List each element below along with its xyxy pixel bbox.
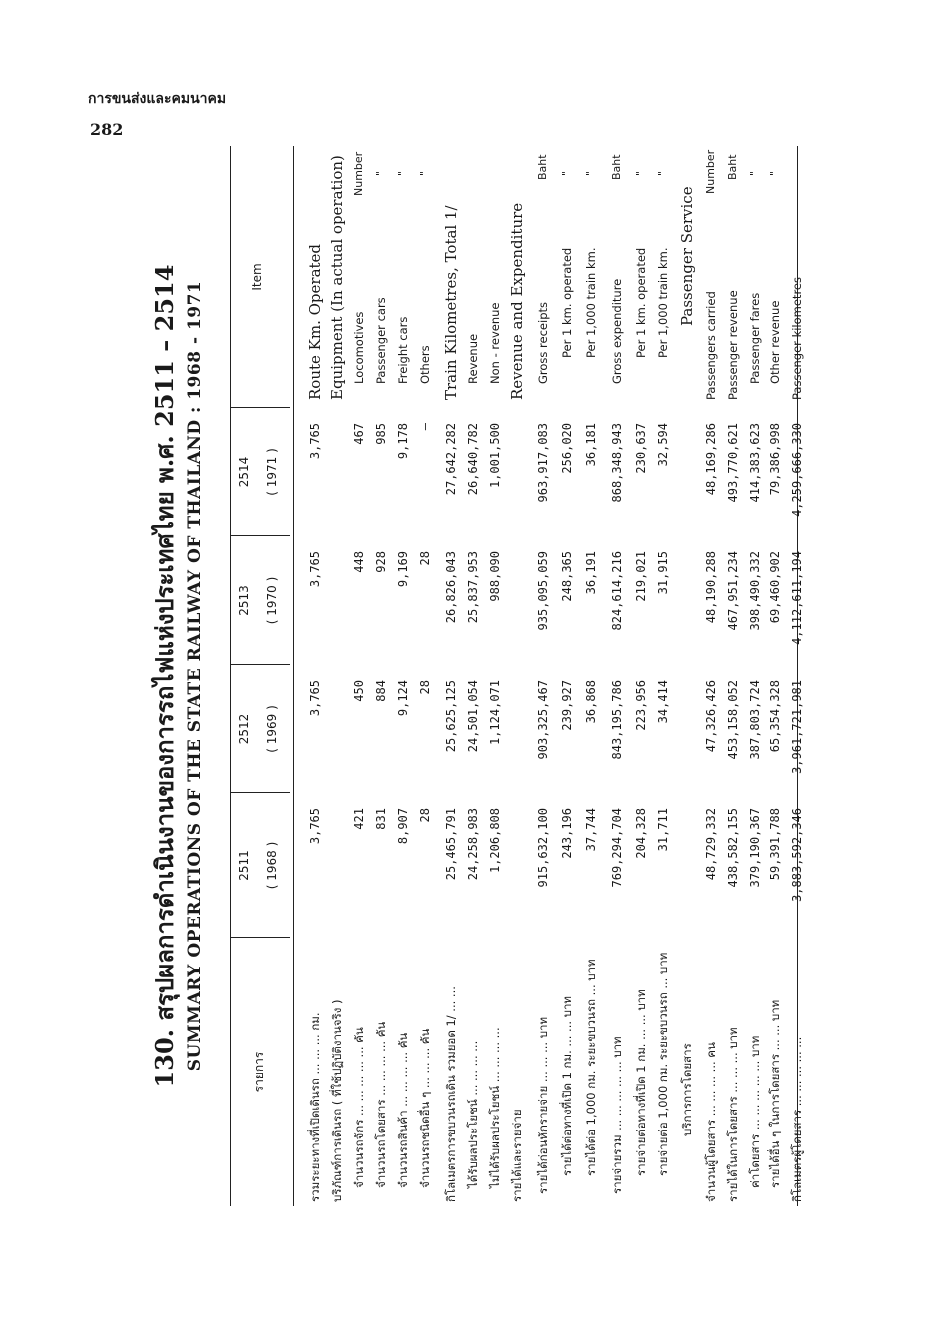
item-thai: รายได้ต่อทางที่เปิด 1 กม. ... ... บาท <box>560 996 574 1176</box>
column-header-year: 2514 <box>237 456 251 488</box>
item-english: Locomotives <box>352 311 366 384</box>
value-1968: 48,729,332 <box>704 808 718 881</box>
value-1968: 379,190,367 <box>748 808 762 888</box>
item-thai: รายได้อื่น ๆ ในการโดยสาร ... ... บาท <box>768 999 782 1188</box>
unit-label: " <box>584 170 597 176</box>
item-english: Others <box>418 345 432 384</box>
item-english: Passenger cars <box>374 297 388 384</box>
item-thai: รายได้ต่อ 1,000 กม. ระยะขบวนรถ ... บาท <box>584 959 598 1176</box>
value-1968: 915,632,100 <box>536 808 550 888</box>
column-header-year: 2512 <box>237 713 251 745</box>
value-1971: 1,001,500 <box>488 423 502 489</box>
table-row <box>303 146 327 1206</box>
item-english: Gross receipts <box>536 301 550 384</box>
value-1968: 831 <box>374 808 388 830</box>
value-1971: 868,348,943 <box>610 423 624 503</box>
value-1969: 9,124 <box>396 680 410 717</box>
table-row <box>347 146 371 1206</box>
value-1969: 450 <box>352 680 366 702</box>
table-row <box>579 146 603 1206</box>
value-1969: 3,961,721,981 <box>790 680 804 774</box>
value-1970: 467,951,234 <box>726 551 740 631</box>
value-1968: 8,907 <box>396 808 410 845</box>
item-thai: จำนวนรถจักร ... ... ... ... ... คัน <box>352 1027 366 1188</box>
item-english: Per 1 km. operated <box>560 247 574 358</box>
value-1969: 453,158,052 <box>726 680 740 760</box>
item-english: Other revenue <box>768 300 782 384</box>
value-1970: 448 <box>352 551 366 573</box>
value-1969: 387,803,724 <box>748 680 762 760</box>
value-1969: 3,765 <box>308 680 322 717</box>
page-number: 282 <box>90 120 124 139</box>
table-title-thai: 130. สรุปผลการดำเนินงานของการรถไฟแห่งประเทศไทย พ.ศ. 2511 – 2514 <box>150 264 179 1088</box>
table-row <box>413 146 437 1206</box>
item-thai: จำนวนรถชนิดอื่น ๆ ... ... ... คัน <box>418 1028 432 1188</box>
item-english: Equipment (In actual operation) <box>328 155 346 400</box>
value-1971: 230,637 <box>634 423 648 474</box>
value-1970: 219,021 <box>634 551 648 602</box>
value-1968: 59,391,788 <box>768 808 782 881</box>
item-english: Revenue and Expenditure <box>508 202 526 400</box>
table-row <box>461 146 485 1206</box>
table-header-rule <box>293 146 294 1206</box>
column-header-year-ad: ( 1969 ) <box>265 705 279 753</box>
item-english: Passenger kilometres <box>790 277 804 400</box>
value-1970: 3,765 <box>308 551 322 588</box>
value-1970: 28 <box>418 551 432 566</box>
column-header-year-ad: ( 1968 ) <box>265 841 279 890</box>
unit-label: " <box>634 170 647 176</box>
item-english: Per 1 km. operated <box>634 247 648 358</box>
item-thai: ได้รับผลประโยชน์ ... ... ... ... <box>466 1040 480 1188</box>
table-title-english: SUMMARY OPERATIONS OF THE STATE RAILWAY OF THAILAND : 1968 - 1971 <box>185 280 205 1072</box>
item-english: Non - revenue <box>488 302 502 384</box>
unit-label: " <box>560 170 573 176</box>
item-thai: จำนวนรถโดยสาร ... ... ... ... คัน <box>374 1021 388 1188</box>
value-1968: 421 <box>352 808 366 830</box>
value-1971: 985 <box>374 423 388 445</box>
value-1968: 37,744 <box>584 808 598 852</box>
value-1968: 28 <box>418 808 432 823</box>
item-thai: ไม่ได้รับผลประโยชน์ ... ... ... ... <box>488 1027 502 1188</box>
item-thai: จำนวนรถสินค้า ... ... ... ... คัน <box>396 1032 410 1188</box>
table-row <box>325 146 349 1206</box>
table-row <box>531 146 555 1206</box>
value-1969: 28 <box>418 680 432 695</box>
value-1968: 769,294,704 <box>610 808 624 888</box>
item-thai: รายได้และรายจ่าย <box>510 1109 524 1202</box>
value-1971: 963,917,083 <box>536 423 550 503</box>
value-1969: 24,501,054 <box>466 680 480 753</box>
value-1968: 3,765 <box>308 808 322 845</box>
value-1971: 493,770,621 <box>726 423 740 503</box>
value-1968: 438,582,155 <box>726 808 740 888</box>
value-1969: 36,868 <box>584 680 598 724</box>
item-thai: รายได้ก่อนหักรายจ่าย ... ... ... บาท <box>536 1016 550 1194</box>
value-1970: 31,915 <box>656 551 670 595</box>
table-row <box>391 146 415 1206</box>
value-1968: 31,711 <box>656 808 670 852</box>
item-english: Revenue <box>466 333 480 384</box>
item-english: Passenger fares <box>748 292 762 384</box>
item-thai: บริการการโดยสาร <box>680 1043 694 1136</box>
unit-label: Baht <box>610 154 623 180</box>
unit-label: " <box>656 170 669 176</box>
value-1970: 26,826,043 <box>444 551 458 624</box>
value-1968: 25,465,791 <box>444 808 458 881</box>
value-1970: 48,190,288 <box>704 551 718 624</box>
value-1969: 903,325,467 <box>536 680 550 760</box>
item-thai: รวมระยะทางที่เปิดเดินรถ ... ... ... กม. <box>308 1012 322 1202</box>
column-header-year: 2513 <box>237 585 251 616</box>
value-1970: 36,191 <box>584 551 598 595</box>
table-row <box>505 146 529 1206</box>
value-1970: 4,112,611,194 <box>790 551 804 645</box>
value-1969: 239,927 <box>560 680 574 731</box>
item-thai: รายจ่ายรวม ... ... ... ... ... บาท <box>610 1036 624 1194</box>
item-english: Passenger Service <box>678 186 696 326</box>
table-row <box>555 146 579 1206</box>
unit-label: Number <box>704 149 717 194</box>
item-english: Per 1,000 train km. <box>656 247 670 358</box>
value-1971: – <box>418 423 432 431</box>
value-1969: 884 <box>374 680 388 702</box>
column-header-english: Item <box>250 263 264 291</box>
value-1971: 79,386,998 <box>768 423 782 496</box>
unit-label: " <box>768 170 781 176</box>
column-header-year-ad: ( 1971 ) <box>265 448 279 496</box>
value-1969: 47,326,426 <box>704 680 718 753</box>
value-1969: 25,625,125 <box>444 680 458 753</box>
value-1970: 824,614,216 <box>610 551 624 631</box>
value-1971: 414,383,623 <box>748 423 762 503</box>
item-english: Gross expenditure <box>610 278 624 384</box>
table-row <box>675 146 699 1206</box>
value-1969: 34,414 <box>656 680 670 724</box>
value-1969: 65,354,328 <box>768 680 782 753</box>
table-row <box>369 146 393 1206</box>
item-thai: รายจ่ายต่อทางที่เปิด 1 กม. ... ... บาท <box>634 989 648 1176</box>
value-1969: 223,956 <box>634 680 648 731</box>
item-thai: รายจ่ายต่อ 1,000 กม. ระยะขบวนรถ ... บาท <box>656 952 670 1176</box>
value-1970: 988,090 <box>488 551 502 602</box>
value-1971: 256,020 <box>560 423 574 474</box>
item-english: Per 1,000 train km. <box>584 247 598 358</box>
table-row <box>605 146 629 1206</box>
unit-label: " <box>418 170 431 176</box>
value-1971: 36,181 <box>584 423 598 467</box>
rotated-table-page <box>145 146 804 1206</box>
item-thai: กิโลเมตรการขบวนรถเดิน รวมยอด 1/ ... ... <box>444 986 458 1202</box>
column-header-year: 2511 <box>237 850 251 881</box>
value-1971: 9,178 <box>396 423 410 460</box>
value-1971: 4,259,666,330 <box>790 423 804 517</box>
unit-label: " <box>374 170 387 176</box>
table-row <box>721 146 745 1206</box>
value-1971: 467 <box>352 423 366 445</box>
item-thai: กิโลเมตรผู้โดยสาร ... ... ... ... ... <box>790 1036 804 1202</box>
table-row <box>629 146 653 1206</box>
value-1968: 243,196 <box>560 808 574 859</box>
value-1970: 9,169 <box>396 551 410 588</box>
value-1970: 928 <box>374 551 388 573</box>
table-row <box>439 146 463 1206</box>
value-1968: 3,883,592,346 <box>790 808 804 902</box>
value-1971: 26,640,782 <box>466 423 480 496</box>
item-english: Passenger revenue <box>726 290 740 400</box>
item-english: Freight cars <box>396 316 410 384</box>
value-1968: 1,206,808 <box>488 808 502 874</box>
table-top-rule <box>230 146 231 1206</box>
column-header-year-ad: ( 1970 ) <box>265 576 279 625</box>
value-1970: 69,460,902 <box>768 551 782 624</box>
section-label: การขนส่งและคมนาคม <box>88 91 227 107</box>
table-row <box>483 146 507 1206</box>
value-1968: 204,328 <box>634 808 648 859</box>
item-thai: ค่าโดยสาร ... ... ... ... ... บาท <box>748 1035 762 1188</box>
unit-label: " <box>396 170 409 176</box>
value-1970: 398,490,332 <box>748 551 762 631</box>
value-1971: 3,765 <box>308 423 322 460</box>
item-english: Passengers carried <box>704 291 718 400</box>
item-thai: จำนวนผู้โดยสาร ... ... ... ... คน <box>704 1042 718 1202</box>
table-row <box>699 146 723 1206</box>
value-1971: 48,169,286 <box>704 423 718 496</box>
column-header-thai: รายการ <box>252 1051 266 1093</box>
item-thai: บริภัณฑ์การเดินรถ ( ที่ใช้ปฏิบัติงานจริง ) <box>330 999 344 1202</box>
value-1971: 32,594 <box>656 423 670 467</box>
table-row <box>651 146 675 1206</box>
value-1968: 24,258,983 <box>466 808 480 881</box>
value-1969: 843,195,786 <box>610 680 624 760</box>
value-1971: 27,642,282 <box>444 423 458 496</box>
unit-label: " <box>748 170 761 176</box>
item-english: Route Km. Operated <box>306 243 324 400</box>
table-row <box>785 146 805 1206</box>
item-thai: รายได้ในการโดยสาร ... ... ... บาท <box>726 1027 740 1202</box>
unit-label: Number <box>352 151 365 196</box>
unit-label: Baht <box>726 154 739 180</box>
value-1970: 248,365 <box>560 551 574 602</box>
unit-label: Baht <box>536 154 549 180</box>
value-1969: 1,124,071 <box>488 680 502 746</box>
value-1970: 25,837,953 <box>466 551 480 624</box>
item-english: Train Kilometres, Total 1/ <box>442 205 460 400</box>
value-1970: 935,095,059 <box>536 551 550 631</box>
